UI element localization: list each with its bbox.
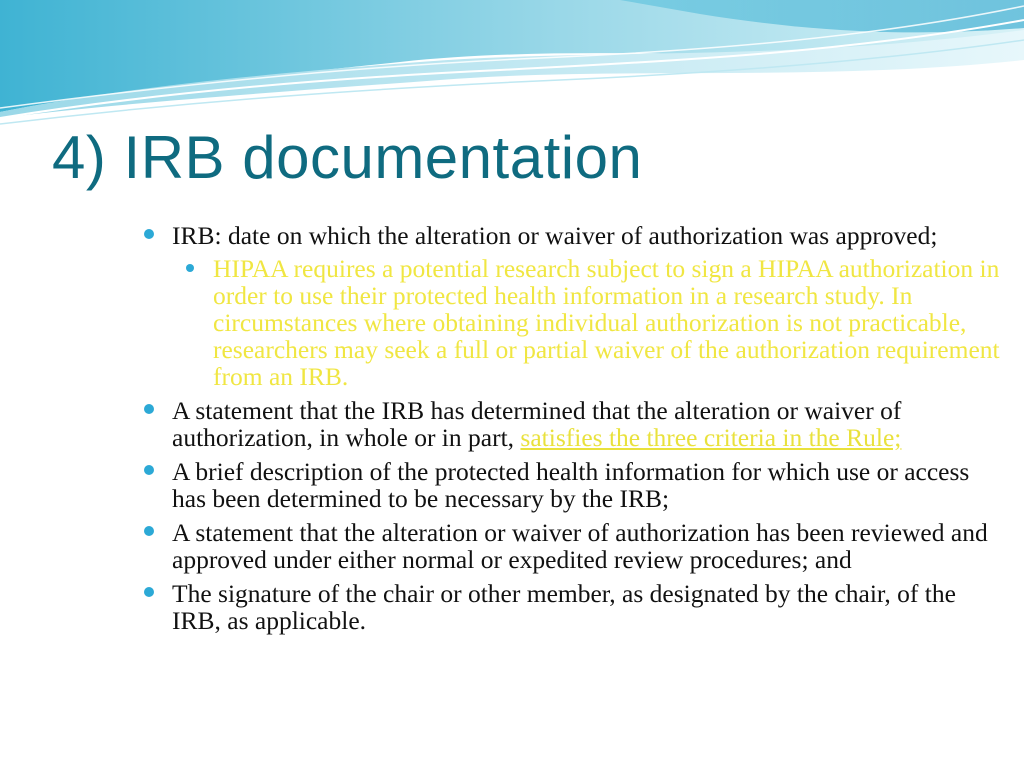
bullet-text: A statement that the alteration or waiver of authorization has been reviewed and approved under either normal or expedited review procedures; and [172, 518, 988, 574]
slide-title: 4) IRB documentation [52, 124, 643, 191]
bullet-dot-icon [144, 229, 154, 239]
bullet-dot-icon [144, 404, 154, 414]
sub-bullet-dot-icon [186, 264, 194, 272]
wave-header-decoration [0, 0, 1024, 130]
bullet-dot-icon [144, 526, 154, 536]
bullet-item-approval-date [142, 222, 1002, 390]
bullet-item-phi-description [142, 458, 1002, 512]
sub-bullet-hipaa [184, 255, 1002, 390]
criteria-link[interactable]: satisfies the three criteria in the Rule; [520, 423, 902, 452]
bullet-dot-icon [144, 465, 154, 475]
bullet-text: IRB: date on which the alteration or waiver of authorization was approved; [172, 221, 938, 250]
bullet-item-review-procedure [142, 519, 1002, 573]
bullet-text: A statement that the IRB has determined that the alteration or waiver of authorization, in whole or in part, [172, 396, 902, 452]
bullet-text: A brief description of the protected health information for which use or access has been determined to be necessary by the IRB; [172, 457, 970, 513]
bullet-text: The signature of the chair or other member, as designated by the chair, of the IRB, as applicable. [172, 579, 956, 635]
bullet-item-signature [142, 580, 1002, 634]
bullet-dot-icon [144, 587, 154, 597]
bullet-item-irb-statement [142, 397, 1002, 451]
bullet-list [142, 222, 1002, 641]
sub-bullet-text: HIPAA requires a potential research subject to sign a HIPAA authorization in order to use their protected health information in a research study. In circumstances where obtaining individual authorization is not practicable, researchers may seek a full or partial waiver of the authorization requirement from an IRB. [213, 254, 1000, 391]
